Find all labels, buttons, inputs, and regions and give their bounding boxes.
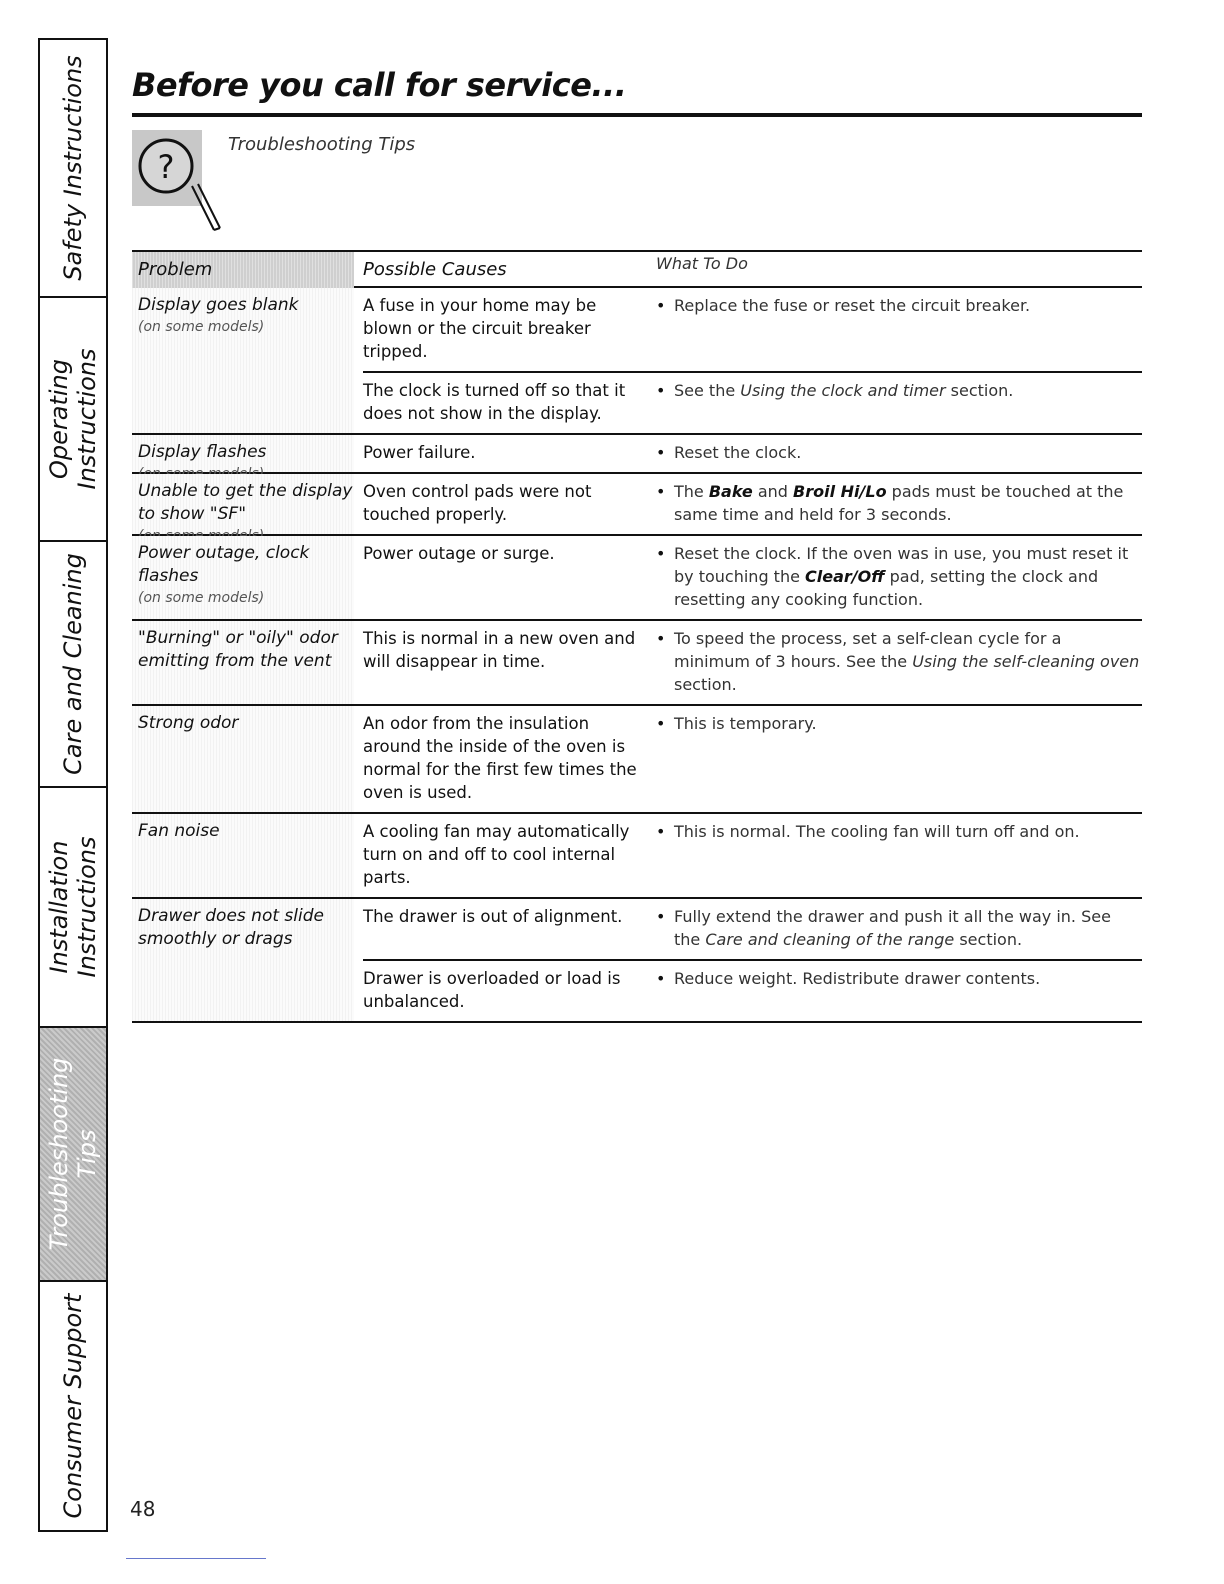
table-body <box>132 288 1142 1023</box>
sidebar-tab-label: Safety Instructions <box>59 55 87 281</box>
sidebar-tab-care-and-cleaning[interactable] <box>40 542 106 788</box>
possible-cause: Power outage or surge. <box>363 544 555 563</box>
sidebar-tab-label: Operating Instructions <box>45 348 101 490</box>
table-row <box>132 899 1142 1023</box>
cause-entry <box>363 621 1142 704</box>
bullet-icon: • <box>656 544 666 563</box>
sidebar-tab-label: Consumer Support <box>59 1293 87 1519</box>
table-header <box>132 250 1142 288</box>
what-to-do <box>656 712 1142 804</box>
what-to-do-text <box>674 820 1080 889</box>
problem-title: "Burning" or "oily" odor emitting from the vent <box>138 628 338 671</box>
column-header-possible-causes: Possible Causes <box>363 259 507 280</box>
what-to-do <box>656 294 1142 363</box>
what-to-do-text <box>674 480 1142 526</box>
sidebar-tab-installation-instructions[interactable] <box>40 788 106 1028</box>
text-segment: Replace the fuse or reset the circuit breaker. <box>674 296 1031 315</box>
sidebar-tab-label: Installation Instructions <box>45 836 101 978</box>
table-row <box>132 536 1142 621</box>
what-to-do <box>656 627 1142 696</box>
bullet-icon: • <box>656 381 666 400</box>
svg-text:?: ? <box>157 148 175 186</box>
cause-entry <box>363 474 1142 534</box>
cause-entry <box>363 371 1142 433</box>
what-to-do <box>656 542 1142 611</box>
text-segment: section. <box>945 381 1014 400</box>
what-to-do <box>656 967 1142 1013</box>
bullet-icon: • <box>656 296 666 315</box>
table-row <box>132 435 1142 474</box>
text-segment: See the <box>674 381 741 400</box>
text-segment: and <box>752 482 794 501</box>
sidebar-tab-safety-instructions[interactable] <box>40 40 106 298</box>
troubleshooting-table <box>132 250 1142 1023</box>
possible-cause: An odor from the insulation around the inside of the oven is normal for the first few times the oven is used. <box>363 714 637 802</box>
section-subtitle: Troubleshooting Tips <box>228 134 416 155</box>
text-segment: Using the self-cleaning oven <box>912 652 1140 671</box>
problem-cell <box>132 288 354 433</box>
problem-title: Fan noise <box>138 821 220 841</box>
text-segment: pads must be touched at the same time and held for 3 seconds. <box>674 482 1124 524</box>
possible-cause: A cooling fan may automatically turn on and off to cool internal parts. <box>363 822 630 887</box>
what-to-do-text <box>674 542 1142 611</box>
cause-entry <box>363 288 1142 371</box>
link-underline <box>126 1558 266 1559</box>
sidebar-tab-troubleshooting-tips[interactable] <box>40 1028 106 1282</box>
cause-entry <box>363 435 1142 472</box>
text-segment: Clear/Off <box>805 567 885 586</box>
possible-cause: Drawer is overloaded or load is unbalanced. <box>363 969 621 1011</box>
problem-note: (on some models) <box>138 319 265 335</box>
possible-cause: This is normal in a new oven and will disappear in time. <box>363 629 636 671</box>
what-to-do-text <box>674 905 1142 951</box>
sidebar-tab-label: Troubleshooting Tips <box>45 1057 101 1251</box>
what-to-do-text <box>674 441 801 464</box>
problem-cell <box>132 474 354 534</box>
bullet-icon: • <box>656 629 666 648</box>
text-segment: Bake <box>708 482 753 501</box>
cause-entry <box>363 706 1142 812</box>
page-title: Before you call for service... <box>132 66 627 104</box>
problem-title: Unable to get the display to show "SF" <box>138 481 353 524</box>
table-row <box>132 814 1142 899</box>
text-segment: Reset the clock. <box>674 443 802 462</box>
sidebar-tab-operating-instructions[interactable] <box>40 298 106 542</box>
what-to-do-text <box>674 627 1142 696</box>
bullet-icon: • <box>656 482 666 501</box>
sidebar-tab-label: Care and Cleaning <box>59 553 87 775</box>
what-to-do <box>656 441 1142 464</box>
problem-cell <box>132 536 354 619</box>
problem-cell <box>132 706 354 812</box>
what-to-do <box>656 379 1142 425</box>
problem-title: Drawer does not slide smoothly or drags <box>138 906 324 949</box>
problem-cell <box>132 814 354 897</box>
text-segment: section. <box>954 930 1023 949</box>
text-segment: pad, setting the clock and resetting any cooking function. <box>674 567 1099 609</box>
column-header-problem: Problem <box>132 252 354 288</box>
what-to-do <box>656 480 1142 526</box>
problem-cell <box>132 621 354 704</box>
bullet-icon: • <box>656 714 666 733</box>
what-to-do <box>656 905 1142 951</box>
bullet-icon: • <box>656 969 666 988</box>
text-segment: section. <box>674 675 737 694</box>
text-segment: Broil Hi/Lo <box>793 482 887 501</box>
problem-cell <box>132 435 354 472</box>
cause-entry <box>363 959 1142 1021</box>
table-row <box>132 474 1142 536</box>
bullet-icon: • <box>656 443 666 462</box>
problem-title: Display flashes <box>138 442 267 462</box>
text-segment: To speed the process, set a self-clean cycle for a minimum of 3 hours. See the <box>674 629 1062 671</box>
text-segment: The <box>674 482 709 501</box>
question-magnifier-icon <box>132 130 222 240</box>
problem-title: Display goes blank <box>138 295 299 315</box>
cause-entry <box>363 536 1142 619</box>
bullet-icon: • <box>656 822 666 841</box>
text-segment: Care and cleaning of the range <box>705 930 955 949</box>
text-segment: Using the clock and timer <box>740 381 946 400</box>
table-row <box>132 288 1142 435</box>
possible-cause: The drawer is out of alignment. <box>363 907 623 926</box>
cause-entry <box>363 899 1142 959</box>
sidebar-tab-consumer-support[interactable] <box>40 1282 106 1530</box>
problem-title: Power outage, clock flashes <box>138 543 310 586</box>
what-to-do-text <box>674 967 1040 1013</box>
page-number: 48 <box>130 1497 156 1521</box>
problem-note: (on some models) <box>138 590 265 606</box>
what-to-do <box>656 820 1142 889</box>
text-segment: This is normal. The cooling fan will turn off and on. <box>674 822 1080 841</box>
table-row <box>132 621 1142 706</box>
what-to-do-text <box>674 712 817 804</box>
cause-entry <box>363 814 1142 897</box>
title-divider <box>132 113 1142 117</box>
text-segment: Reduce weight. Redistribute drawer contents. <box>674 969 1041 988</box>
possible-cause: Power failure. <box>363 443 476 462</box>
text-segment: This is temporary. <box>674 714 817 733</box>
problem-cell <box>132 899 354 1021</box>
possible-cause: Oven control pads were not touched properly. <box>363 482 592 524</box>
section-sidebar <box>38 38 108 1532</box>
possible-cause: The clock is turned off so that it does not show in the display. <box>363 381 626 423</box>
column-header-what-to-do: What To Do <box>656 254 748 273</box>
table-row <box>132 706 1142 814</box>
text-segment: Reset the clock. If the oven was in use, you must reset it by touching the <box>674 544 1129 586</box>
what-to-do-text <box>674 294 1030 363</box>
what-to-do-text <box>674 379 1013 425</box>
text-segment: Fully extend the drawer and push it all the way in. See the <box>674 907 1111 949</box>
bullet-icon: • <box>656 907 666 926</box>
possible-cause: A fuse in your home may be blown or the circuit breaker tripped. <box>363 296 597 361</box>
problem-title: Strong odor <box>138 713 239 733</box>
